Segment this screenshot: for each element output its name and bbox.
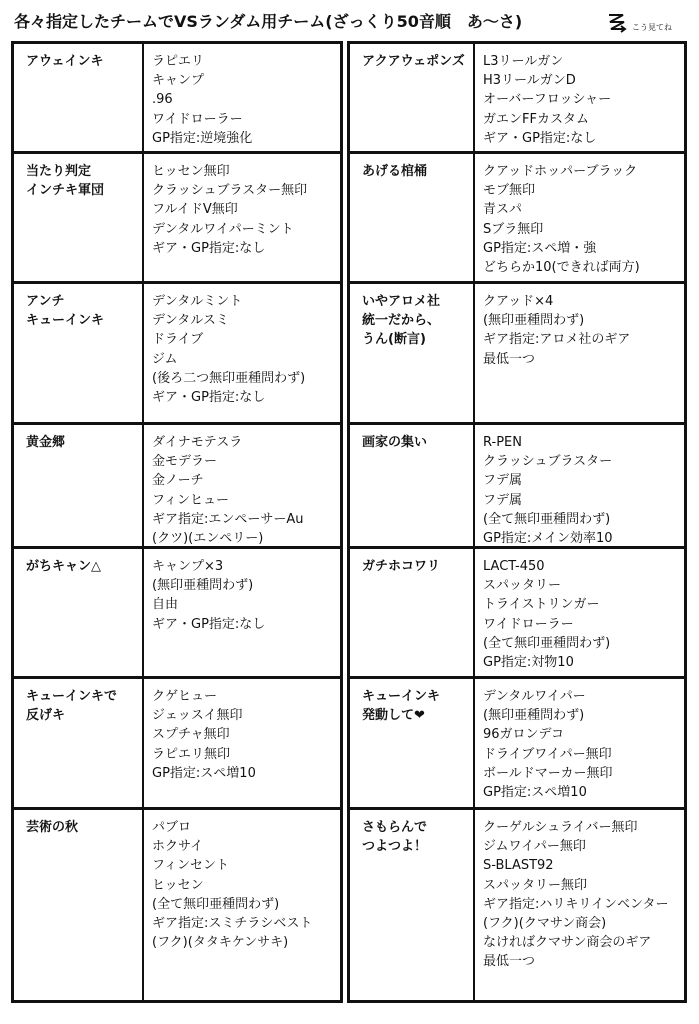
weapon-line: R-PEN — [483, 435, 522, 450]
weapon-line: ギア指定:アロメ社のギア — [483, 332, 631, 348]
weapon-line: どちらか10(できれば両方) — [483, 260, 640, 276]
team-weapon-list — [475, 44, 684, 151]
weapon-line: ヒッセン — [152, 877, 204, 893]
weapon-line: (無印亜種問わず) — [483, 708, 585, 724]
weapon-line: ギア・GP指定:なし — [483, 130, 597, 146]
weapon-line: (全て無印亜種問わず) — [483, 635, 611, 651]
weapon-line: GP指定:スペ増・強 — [483, 240, 597, 256]
team-row — [350, 810, 684, 1000]
team-row — [14, 425, 340, 549]
weapon-line: デンタルワイパーミント — [152, 221, 294, 237]
team-weapon-list — [475, 679, 684, 807]
weapon-line: ワイドローラー — [483, 616, 574, 632]
weapon-line: (フク)(タタキケンサキ) — [152, 935, 289, 951]
team-row — [14, 284, 340, 425]
weapon-line: GP指定:対物10 — [483, 655, 574, 671]
team-row — [14, 810, 340, 1000]
team-row — [350, 549, 684, 679]
team-row — [350, 679, 684, 810]
weapon-line: ワイドローラー — [152, 111, 243, 127]
weapon-line: (フク)(クマサン商会) — [483, 916, 607, 932]
weapon-line: ギア指定:ハリキリインベンター — [483, 896, 669, 912]
weapon-line: .96 — [152, 92, 173, 108]
weapon-line: フィンヒュー — [152, 492, 229, 508]
team-table-left — [11, 41, 343, 1003]
team-name: 当たり判定 インチキ軍団 — [14, 154, 144, 281]
zigzag-arrow-icon — [606, 12, 628, 34]
team-name: 黄金郷 — [14, 425, 144, 546]
weapon-line: ドライブワイパー無印 — [483, 746, 612, 762]
weapon-line: フデ属 — [483, 473, 523, 489]
weapon-line: 金ノーチ — [152, 473, 204, 489]
weapon-line: ボールドマーカー無印 — [483, 765, 613, 781]
team-name: アクアウェポンズ — [350, 44, 475, 151]
weapon-line: フデ属 — [483, 492, 523, 508]
weapon-line: (クツ)(エンペリー) — [152, 531, 264, 547]
team-name: ガチホコワリ — [350, 549, 475, 676]
team-name: アウェインキ — [14, 44, 144, 151]
weapon-line: ラピエリ無印 — [152, 746, 231, 762]
team-name: キューインキで 反げキ — [14, 679, 144, 807]
team-row — [350, 154, 684, 284]
weapon-line: S-BLAST92 — [483, 858, 554, 874]
weapon-line: ジムワイパー無印 — [483, 839, 586, 855]
weapon-line: デンタルミント — [152, 294, 243, 309]
weapon-line: フィンセント — [152, 858, 229, 874]
weapon-line: ジム — [152, 351, 178, 367]
team-name: アンチ キューインキ — [14, 284, 144, 422]
team-row — [14, 679, 340, 810]
weapon-line: スパッタリー — [483, 578, 562, 594]
weapon-line: 自由 — [152, 597, 179, 613]
team-row — [14, 549, 340, 679]
weapon-line: 96ガロンデコ — [483, 727, 565, 743]
team-weapon-list — [144, 44, 340, 151]
weapon-line: Sブラ無印 — [483, 221, 544, 237]
team-name: キューインキ 発動して❤ — [350, 679, 475, 807]
weapon-line: (無印亜種問わず) — [483, 313, 585, 329]
weapon-line: キャンプ×3 — [152, 559, 224, 574]
weapon-line: トライストリンガー — [483, 597, 600, 613]
weapon-line: ガエンFFカスタム — [483, 111, 589, 127]
weapon-line: デンタルワイパー — [483, 689, 586, 704]
weapon-line: GP指定:スペ増10 — [483, 785, 587, 801]
team-weapon-list — [144, 679, 340, 807]
weapon-line: GP指定:メイン効率10 — [483, 531, 613, 547]
weapon-line: (全て無印亜種問わず) — [483, 511, 611, 527]
weapon-line: (全て無印亜種問わず) — [152, 896, 280, 912]
weapon-line: スプチャ無印 — [152, 727, 230, 743]
weapon-line: クアッドホッパーブラック — [483, 164, 638, 179]
weapon-line: パブロ — [152, 820, 192, 835]
team-row — [14, 154, 340, 284]
weapon-line: キャンプ — [152, 73, 205, 89]
team-name: さもらんで つよつよ！ — [350, 810, 475, 1000]
weapon-line: LACT-450 — [483, 559, 545, 574]
weapon-line: 最低一つ — [483, 954, 536, 970]
weapon-line: (無印亜種問わず) — [152, 578, 254, 594]
team-table-right — [347, 41, 687, 1003]
weapon-line: L3リールガン — [483, 54, 564, 69]
weapon-line: GP指定:逆境強化 — [152, 130, 253, 146]
weapon-line: クラッシュブラスター無印 — [152, 183, 308, 199]
team-name: いやアロメ社 統一だから、 うん(断言) — [350, 284, 475, 422]
weapon-line: ギア・GP指定:なし — [152, 240, 266, 256]
weapon-line: ホクサイ — [152, 839, 204, 855]
weapon-line: フルイドV無印 — [152, 202, 238, 218]
weapon-line: ジェッスイ無印 — [152, 708, 243, 724]
team-weapon-list — [475, 810, 684, 1000]
weapon-line: ギア指定:スミチラシベスト — [152, 916, 313, 932]
team-name: 芸術の秋 — [14, 810, 144, 1000]
page-header — [0, 0, 699, 40]
weapon-line: モブ無印 — [483, 183, 536, 199]
weapon-line: ダイナモテスラ — [152, 435, 243, 450]
weapon-line: ギア・GP指定:なし — [152, 616, 266, 632]
weapon-line: (後ろ二つ無印亜種問わず) — [152, 370, 306, 386]
weapon-line: 最低一つ — [483, 351, 536, 367]
team-row — [350, 425, 684, 549]
weapon-line: クアッド×4 — [483, 294, 554, 309]
team-weapon-list — [475, 549, 684, 676]
weapon-line: スパッタリー無印 — [483, 877, 588, 893]
team-weapon-list — [144, 810, 340, 1000]
weapon-line: クーゲルシュライバー無印 — [483, 820, 638, 835]
team-weapon-list — [144, 549, 340, 676]
weapon-line: GP指定:スペ増10 — [152, 765, 256, 781]
team-row — [350, 44, 684, 154]
weapon-line: オーバーフロッシャー — [483, 92, 612, 108]
weapon-line: ラピエリ — [152, 54, 205, 69]
team-name: がちキャン△ — [14, 549, 144, 676]
team-row — [14, 44, 340, 154]
weapon-line: 金モデラー — [152, 454, 218, 470]
weapon-line: なければクマサン商会のギア — [483, 935, 652, 951]
weapon-line: ギア・GP指定:なし — [152, 390, 266, 406]
weapon-line: ドライブ — [152, 332, 204, 348]
weapon-line: クゲヒュー — [152, 689, 218, 704]
reading-direction-note: こう見てね — [632, 23, 672, 32]
team-row — [350, 284, 684, 425]
page-title: 各々指定したチームでVSランダム用チーム(ざっくり50音順 あ〜さ) — [14, 12, 523, 31]
weapon-line: デンタルスミ — [152, 313, 229, 329]
team-weapon-list — [144, 425, 340, 546]
team-weapon-list — [475, 284, 684, 422]
weapon-line: H3リールガンD — [483, 73, 576, 89]
weapon-line: 青スパ — [483, 202, 523, 218]
team-weapon-list — [144, 154, 340, 281]
weapon-line: ギア指定:エンペーサーAu — [152, 511, 304, 527]
team-name: あげる棺桶 — [350, 154, 475, 281]
weapon-line: クラッシュブラスター — [483, 454, 613, 470]
weapon-line: ヒッセン無印 — [152, 164, 230, 179]
team-name: 画家の集い — [350, 425, 475, 546]
team-weapon-list — [475, 425, 684, 546]
team-weapon-list — [475, 154, 684, 281]
team-weapon-list — [144, 284, 340, 422]
